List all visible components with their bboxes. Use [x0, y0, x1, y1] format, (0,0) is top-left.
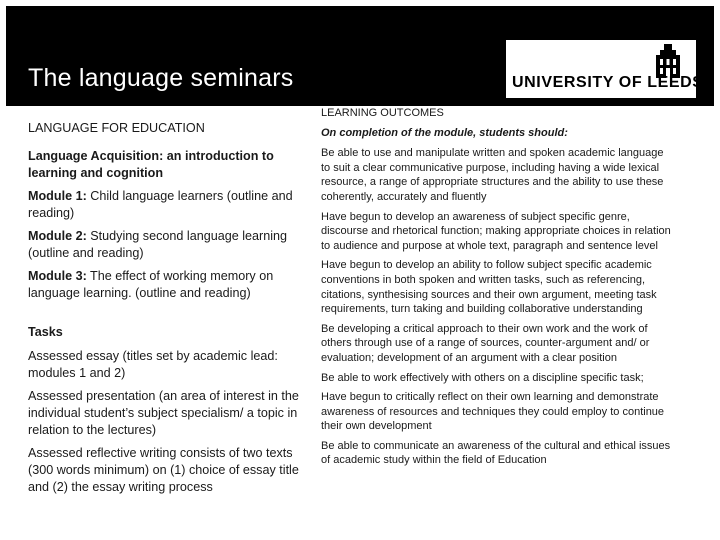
- outcome-6: Have begun to critically reflect on their own learning and demonstrate awareness of resources and techniques they could employ to continue their own development: [321, 391, 665, 433]
- logo-text: UNIVERSITY OF LEEDS: [512, 74, 704, 91]
- module-2-text: Studying second language learning (outline and reading): [28, 229, 288, 260]
- learning-outcomes-heading: LEARNING OUTCOMES: [321, 107, 444, 119]
- outcome-2: Have begun to develop an awareness of subject specific genre, discourse and rhetorical function; making appropriate choices in relation to audience and purpose at whole text, paragraph and sentence level: [321, 210, 671, 252]
- outcome-7: Be able to communicate an awareness of the cultural and ethical issues of academic study within the field of Education: [321, 439, 671, 467]
- outcome-3: Have begun to develop an ability to follow subject specific academic conventions in both spoken and written tasks, such as referencing, citations, synthesising sources and their own argument, meeting task requirements, turn taking and building collaborative understanding: [321, 259, 657, 316]
- left-column: [28, 120, 314, 496]
- module-3-text: The effect of working memory on language learning. (outline and reading): [28, 269, 274, 300]
- module-2: [28, 228, 314, 262]
- page-title: The language seminars: [28, 64, 294, 92]
- university-logo: [506, 40, 704, 98]
- module-3-label: Module 3:: [28, 269, 87, 283]
- module-2-label: Module 2:: [28, 229, 87, 243]
- module-intro-title: Language Acquisition: an introduction to learning and cognition: [28, 149, 274, 180]
- header-banner: [6, 6, 714, 106]
- outcome-4: Be developing a critical approach to their own work and the work of others through use of a range of sources, counter-argument and/ or evaluation; development of an argument with a clear position: [321, 322, 650, 364]
- module-1-text: Child language learners (outline and reading): [28, 189, 293, 220]
- task-essay: Assessed essay (titles set by academic lead: modules 1 and 2): [28, 349, 278, 380]
- section-title: LANGUAGE FOR EDUCATION: [28, 121, 205, 135]
- task-reflective-writing: Assessed reflective writing consists of two texts (300 words minimum) on (1) choice of essay title and (2) the essay writing process: [28, 446, 299, 494]
- tower-icon: [648, 42, 688, 78]
- tasks-heading: Tasks: [28, 325, 63, 339]
- module-1: [28, 188, 314, 222]
- outcome-1: Be able to use and manipulate written and spoken academic language to suit a clear communicative purpose, including having a wide lexical resource, a range of appropriate structures and the ability to use these coherently, accurately and fluently: [321, 147, 664, 203]
- right-column: [321, 106, 673, 468]
- task-presentation: Assessed presentation (an area of interest in the individual student’s subject specialism/ a topic in relation to the lectures): [28, 389, 299, 437]
- module-3: [28, 268, 314, 302]
- outcomes-intro: On completion of the module, students should:: [321, 126, 568, 139]
- module-1-label: Module 1:: [28, 189, 87, 203]
- outcome-5: Be able to work effectively with others on a discipline specific task;: [321, 371, 644, 384]
